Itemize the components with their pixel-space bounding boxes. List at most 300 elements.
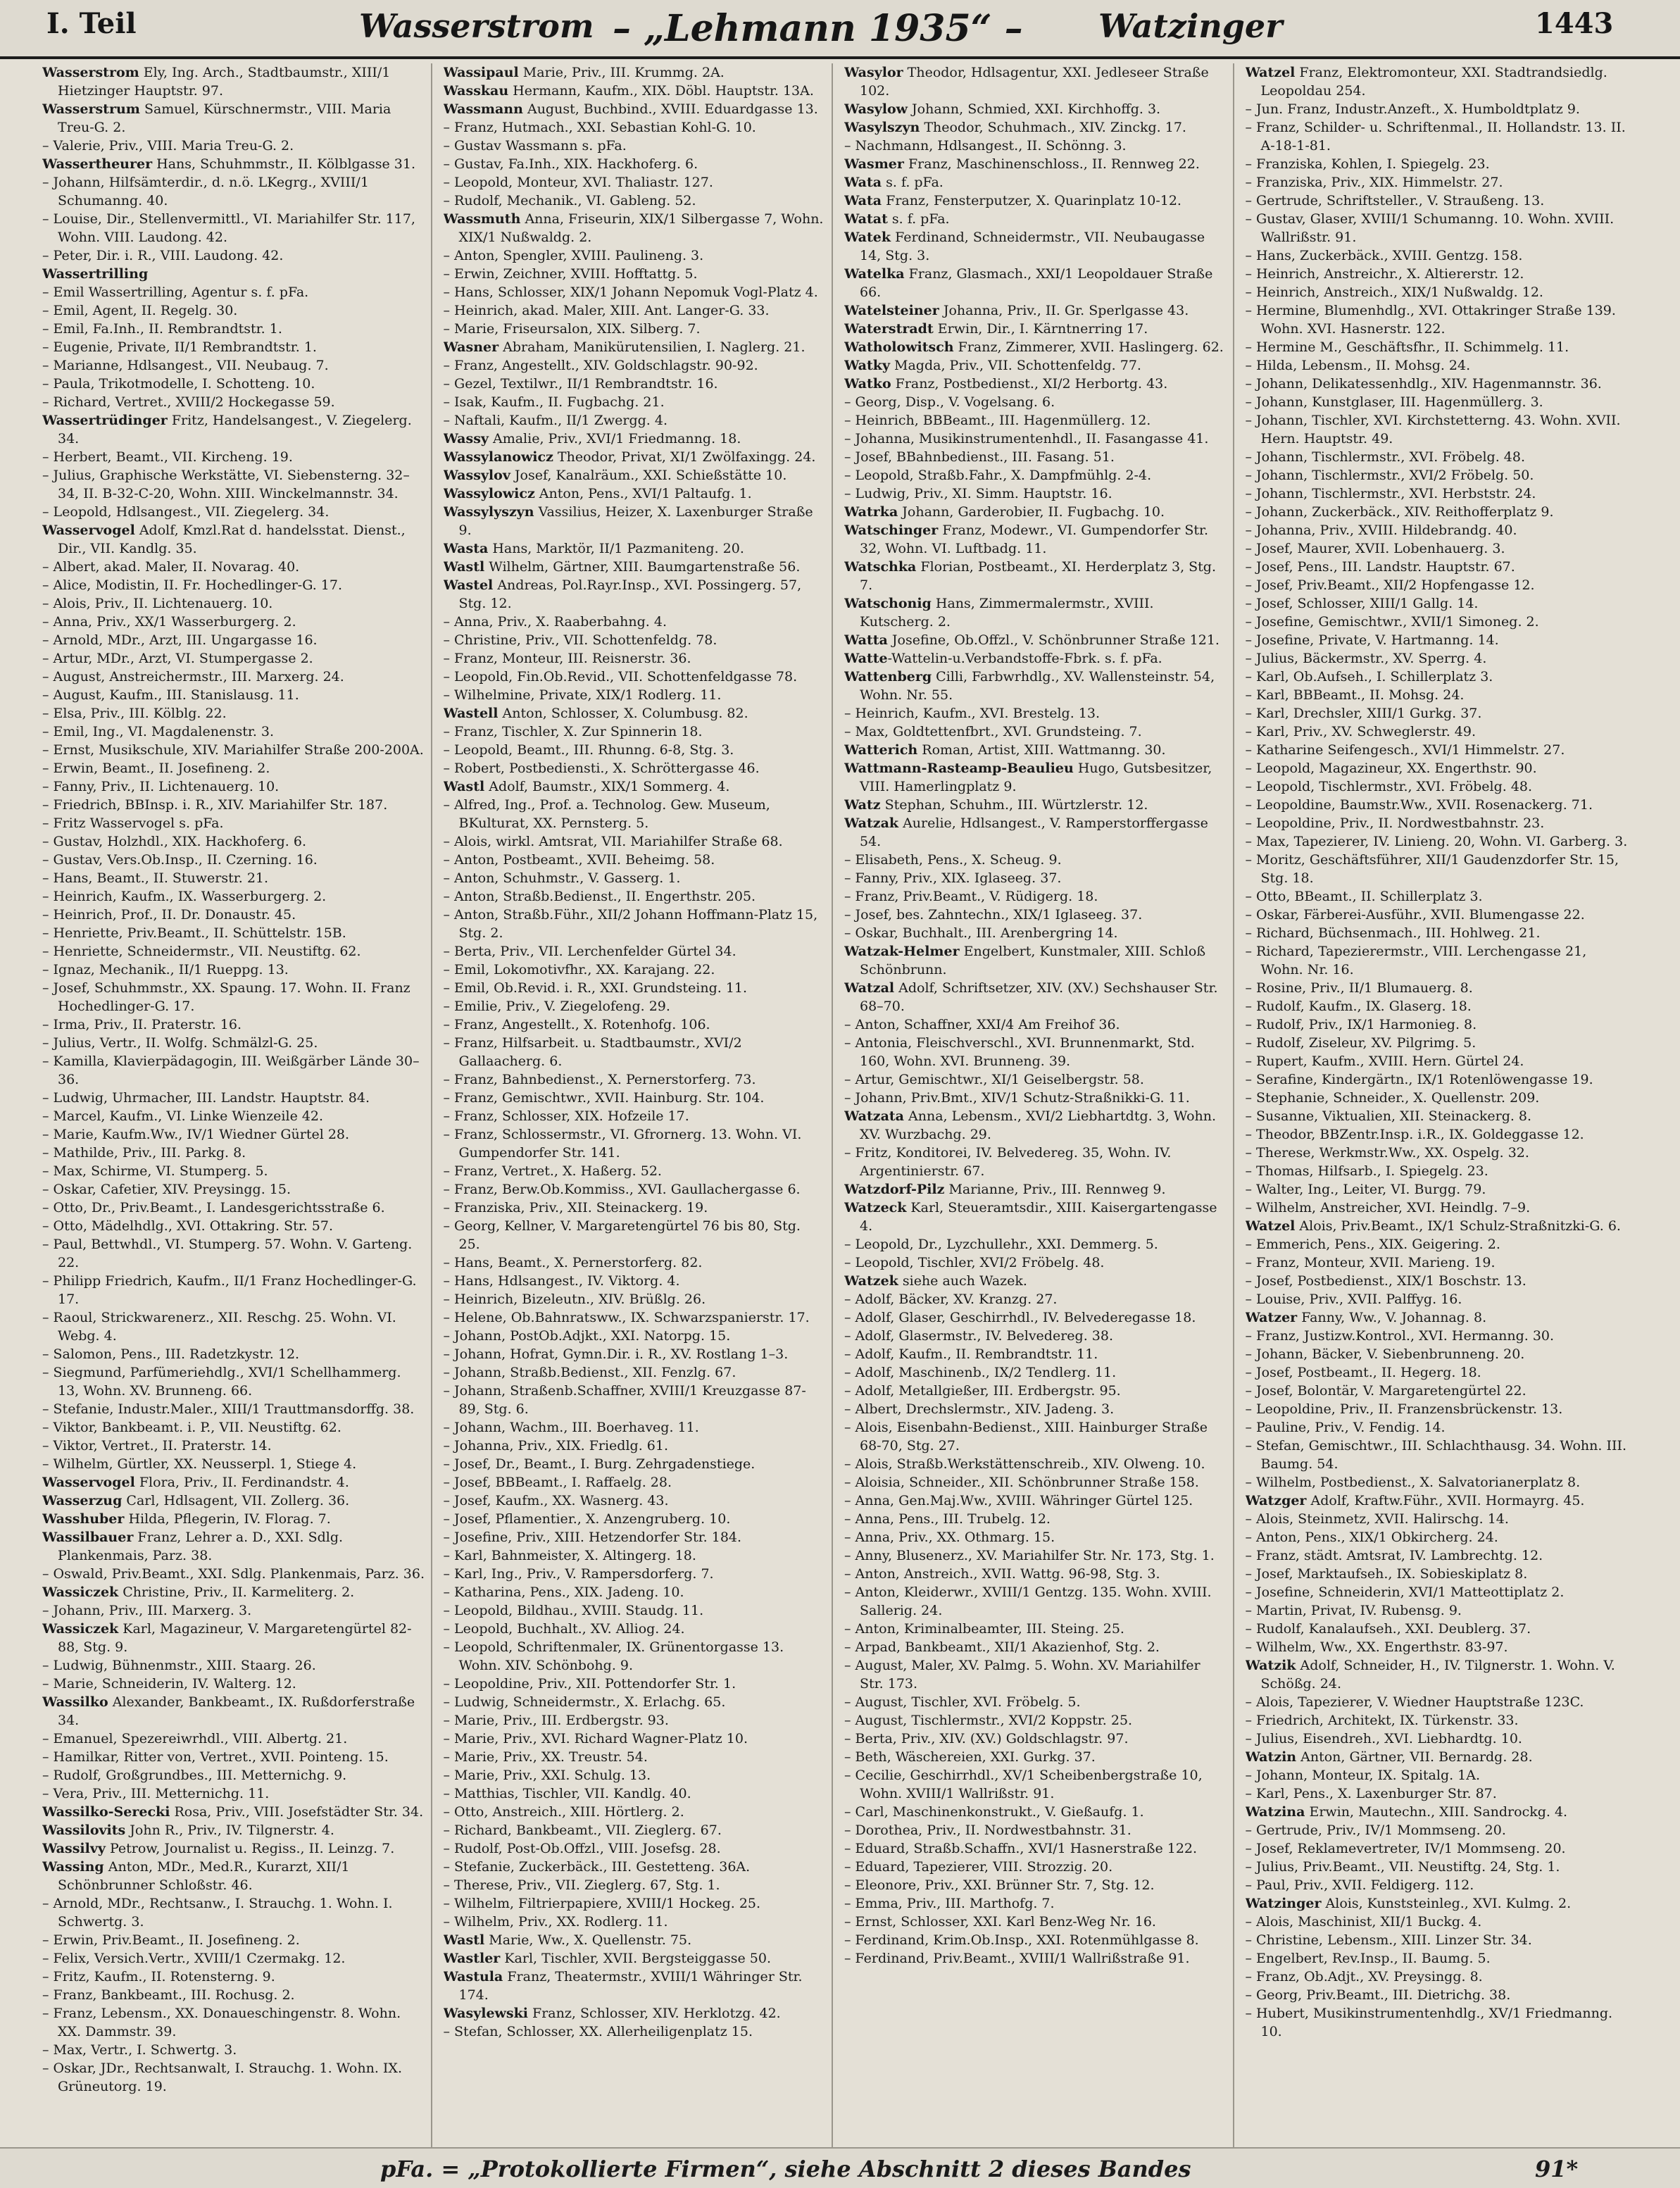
entry-surname: Watte bbox=[844, 651, 888, 666]
entry-details: – Karl, BBBeamt., II. Mohsg. 24. bbox=[1245, 687, 1465, 703]
entry-details: – Elisabeth, Pens., X. Scheug. 9. bbox=[844, 852, 1062, 868]
directory-entry bbox=[42, 668, 425, 686]
entry-details: Marie, Priv., III. Krummg. 2A. bbox=[518, 65, 725, 80]
directory-entry bbox=[42, 1839, 425, 1858]
directory-entry bbox=[1246, 777, 1629, 796]
directory-entry bbox=[844, 1254, 1227, 1272]
directory-entry bbox=[444, 1327, 827, 1345]
directory-entry bbox=[844, 1766, 1227, 1803]
entry-details: Hans, Zimmermalermstr., XVIII. Kutscherg. 2. bbox=[860, 596, 1154, 630]
directory-entry bbox=[844, 759, 1227, 796]
directory-entry bbox=[844, 448, 1227, 466]
entry-details: – Anton, Postbeamt., XVII. Beheimg. 58. bbox=[443, 852, 715, 868]
entry-details: Hans, Schuhmmstr., II. Kölblgasse 31. bbox=[152, 156, 416, 172]
entry-details: – Wilhelmine, Private, XIX/1 Rodlerg. 11. bbox=[443, 687, 722, 703]
directory-entry bbox=[844, 1492, 1227, 1510]
entry-details: – August, Maler, XV. Palmg. 5. Wohn. XV. Mariahilfer Str. 173. bbox=[844, 1658, 1201, 1692]
directory-entry bbox=[1246, 1217, 1629, 1235]
directory-entry bbox=[1246, 210, 1629, 246]
directory-entry bbox=[42, 1052, 425, 1089]
entry-details: – Hubert, Musikinstrumentenhdlg., XV/1 Friedmanng. 10. bbox=[1245, 2006, 1613, 2039]
directory-entry bbox=[844, 869, 1227, 887]
directory-entry bbox=[844, 430, 1227, 448]
entry-surname: Watzer bbox=[1245, 1310, 1298, 1325]
entry-details: – Felix, Versich.Vertr., XVIII/1 Czermakg. 12. bbox=[42, 1951, 346, 1966]
entry-details: – Johann, Monteur, IX. Spitalg. 1A. bbox=[1245, 1768, 1481, 1783]
entry-details: Franz, Theatermstr., XVIII/1 Währinger Str. 174. bbox=[458, 1969, 803, 2003]
directory-entry bbox=[42, 320, 425, 338]
directory-entry bbox=[1246, 1693, 1629, 1711]
directory-entry bbox=[844, 173, 1227, 192]
entry-details: – Oskar, Buchhalt., III. Arenbergring 14. bbox=[844, 925, 1118, 941]
directory-entry bbox=[444, 1565, 827, 1583]
directory-entry bbox=[1246, 283, 1629, 301]
directory-entry bbox=[1246, 1180, 1629, 1199]
entry-details: – Marie, Friseursalon, XIX. Silberg. 7. bbox=[443, 321, 701, 337]
entry-details: – Herbert, Beamt., VII. Kircheng. 19. bbox=[42, 449, 293, 465]
directory-entry bbox=[42, 1473, 425, 1492]
directory-entry bbox=[42, 1858, 425, 1894]
entry-details: – Peter, Dir. i. R., VIII. Laudong. 42. bbox=[42, 248, 284, 263]
directory-entry bbox=[1246, 887, 1629, 906]
directory-entry bbox=[844, 1308, 1227, 1327]
directory-entry bbox=[844, 668, 1227, 704]
entry-surname: Watzal bbox=[844, 980, 895, 996]
entry-details: – Johanna, Priv., XVIII. Hildebrandg. 40. bbox=[1245, 523, 1517, 538]
entry-details: – Georg, Priv.Beamt., III. Dietrichg. 38. bbox=[1245, 1987, 1511, 2003]
directory-entry bbox=[42, 887, 425, 906]
column-4 bbox=[1246, 63, 1634, 2148]
directory-entry bbox=[844, 320, 1227, 338]
directory-entry bbox=[444, 649, 827, 668]
directory-entry bbox=[844, 1144, 1227, 1180]
directory-entry bbox=[844, 1180, 1227, 1199]
entry-details: – Henriette, Schneidermstr., VII. Neustiftg. 62. bbox=[42, 944, 361, 959]
entry-details: – Julius, Priv.Beamt., VII. Neustiftg. 24, Stg. 1. bbox=[1245, 1859, 1560, 1875]
entry-details: – Franz, Vertret., X. Haßerg. 52. bbox=[443, 1163, 662, 1179]
entry-details: – Isak, Kaufm., II. Fugbachg. 21. bbox=[443, 394, 665, 410]
directory-entry bbox=[1246, 1748, 1629, 1766]
entry-details: – Julius, Eisendreh., XVI. Liebhardtg. 10. bbox=[1245, 1731, 1522, 1746]
directory-columns bbox=[42, 63, 1634, 2148]
entry-details: Theodor, Hdlsagentur, XXI. Jedleseer Straße 102. bbox=[860, 65, 1209, 99]
directory-entry bbox=[1246, 375, 1629, 393]
directory-entry bbox=[42, 777, 425, 796]
entry-details: – Adolf, Maschinenb., IX/2 Tendlerg. 11. bbox=[844, 1365, 1117, 1380]
directory-entry bbox=[444, 539, 827, 558]
entry-details: – Marie, Priv., XVI. Richard Wagner-Platz 10. bbox=[443, 1731, 748, 1746]
entry-details: – Gustav Wassmann s. pFa. bbox=[443, 138, 627, 154]
directory-entry bbox=[444, 100, 827, 118]
directory-entry bbox=[444, 613, 827, 631]
directory-entry bbox=[42, 1803, 425, 1821]
directory-entry bbox=[444, 1931, 827, 1949]
entry-details: – Nachmann, Hdlsangest., II. Schönng. 3. bbox=[844, 138, 1127, 154]
entry-surname: Waterstradt bbox=[844, 321, 934, 337]
entry-details: Erwin, Mautechn., XIII. Sandrockg. 4. bbox=[1305, 1804, 1568, 1820]
directory-entry bbox=[1246, 594, 1629, 613]
entry-details: – Therese, Werkmstr.Ww., XX. Ospelg. 32. bbox=[1245, 1145, 1529, 1161]
directory-entry bbox=[444, 1968, 827, 2004]
entry-details: – Max, Goldtettenfbrt., XVI. Grundsteing. 7. bbox=[844, 724, 1142, 739]
directory-entry bbox=[844, 594, 1227, 631]
entry-surname: Watzata bbox=[844, 1108, 904, 1124]
directory-entry bbox=[444, 1107, 827, 1125]
entry-details: – August, Tischlermstr., XVI/2 Koppstr. 25. bbox=[844, 1713, 1133, 1728]
entry-details: – Josef, bes. Zahntechn., XIX/1 Iglaseeg. 37. bbox=[844, 907, 1143, 923]
entry-details: Franz, Schlosser, XIV. Herklotzg. 42. bbox=[527, 2006, 781, 2021]
entry-details: Fritz, Handelsangest., V. Ziegelerg. 34. bbox=[58, 413, 412, 446]
entry-details: – Christine, Lebensm., XIII. Linzer Str. 34. bbox=[1245, 1932, 1532, 1948]
directory-entry bbox=[844, 210, 1227, 228]
entry-details: – Irma, Priv., II. Praterstr. 16. bbox=[42, 1017, 242, 1032]
directory-entry bbox=[444, 192, 827, 210]
directory-entry bbox=[42, 1199, 425, 1217]
directory-entry bbox=[42, 1272, 425, 1308]
entry-surname: Watterich bbox=[844, 742, 918, 758]
directory-entry bbox=[1246, 1363, 1629, 1382]
directory-entry bbox=[444, 1620, 827, 1638]
directory-entry bbox=[1246, 1199, 1629, 1217]
entry-surname: Wasskau bbox=[443, 83, 509, 99]
directory-entry bbox=[444, 832, 827, 851]
entry-surname: Wasmer bbox=[844, 156, 904, 172]
directory-entry bbox=[42, 1180, 425, 1199]
entry-details: – Leopold, Buchhalt., XV. Alliog. 24. bbox=[443, 1621, 685, 1637]
entry-details: – Therese, Priv., VII. Zieglerg. 67, Stg. 1. bbox=[443, 1877, 720, 1893]
directory-entry bbox=[444, 155, 827, 173]
entry-details: Christine, Priv., II. Karmeliterg. 2. bbox=[118, 1584, 355, 1600]
entry-details: – Leopold, Tischlermstr., XVI. Fröbelg. 48. bbox=[1245, 779, 1533, 794]
entry-details: – Martin, Privat, IV. Rubensg. 9. bbox=[1245, 1603, 1462, 1618]
entry-details: – Alois, Steinmetz, XVII. Halirschg. 14. bbox=[1245, 1511, 1509, 1527]
entry-details: Stephan, Schuhm., III. Würtzlerstr. 12. bbox=[880, 797, 1148, 813]
directory-entry bbox=[444, 1858, 827, 1876]
entry-surname: Watzak bbox=[844, 815, 899, 831]
entry-details: Marie, Ww., X. Quellenstr. 75. bbox=[484, 1932, 692, 1948]
directory-entry bbox=[42, 723, 425, 741]
directory-entry bbox=[444, 1217, 827, 1254]
directory-entry bbox=[844, 1034, 1227, 1070]
entry-surname: Wastula bbox=[443, 1969, 503, 1984]
directory-entry bbox=[444, 1254, 827, 1272]
entry-surname: Wasylewski bbox=[443, 2006, 528, 2021]
entry-details: – Max, Tapezierer, IV. Linieng. 20, Wohn. VI. Garberg. 3. bbox=[1245, 834, 1628, 849]
directory-entry bbox=[1246, 485, 1629, 503]
entry-details: – Hans, Hdlsangest., IV. Viktorg. 4. bbox=[443, 1273, 680, 1289]
directory-entry bbox=[1246, 1400, 1629, 1418]
column-2 bbox=[444, 63, 834, 2148]
entry-details: Anna, Friseurin, XIX/1 Silbergasse 7, Wohn. XIX/1 Nußwaldg. 2. bbox=[458, 211, 824, 245]
directory-entry bbox=[844, 1510, 1227, 1528]
entry-details: – Karl, Drechsler, XIII/1 Gurkg. 37. bbox=[1245, 706, 1482, 721]
entry-details: – Franz, Hilfsarbeit. u. Stadtbaumstr., XVI/2 Gallaacherg. 6. bbox=[443, 1035, 742, 1069]
directory-entry bbox=[444, 1199, 827, 1217]
entry-details: – Emil, Lokomotivfhr., XX. Karajang. 22. bbox=[443, 962, 715, 977]
entry-details: – Anton, Straßb.Führ., XII/2 Johann Hoffmann-Platz 15, Stg. 2. bbox=[443, 907, 818, 941]
directory-entry bbox=[42, 1583, 425, 1601]
entry-details: – Raoul, Strickwarenerz., XII. Reschg. 25. Wohn. VI. Webg. 4. bbox=[42, 1310, 396, 1344]
entry-details: – Marie, Kaufm.Ww., IV/1 Wiedner Gürtel 28. bbox=[42, 1127, 350, 1142]
entry-details: – Heinrich, Anstreichr., X. Altiererstr. 12. bbox=[1245, 266, 1524, 282]
entry-details: – Marcel, Kaufm., VI. Linke Wienzeile 42. bbox=[42, 1108, 324, 1124]
entry-details: Alexander, Bankbeamt., IX. Rußdorferstraße 34. bbox=[58, 1694, 415, 1728]
directory-entry bbox=[444, 869, 827, 887]
directory-entry bbox=[444, 430, 827, 448]
entry-details: – Wilhelm, Gürtler, XX. Neusserpl. 1, Stiege 4. bbox=[42, 1456, 357, 1472]
directory-entry bbox=[42, 1217, 425, 1235]
entry-details: Andreas, Pol.Rayr.Insp., XVI. Possingerg. 57, Stg. 12. bbox=[458, 577, 802, 611]
entry-details: – Johann, Tischlermstr., XVI. Herbststr. 24. bbox=[1245, 486, 1536, 501]
entry-details: siehe auch Wazek. bbox=[898, 1273, 1027, 1289]
entry-details: – Leopold, Straßb.Fahr., X. Dampfmühlg. 2-4. bbox=[844, 468, 1152, 483]
entry-details: – Josefine, Private, V. Hartmanng. 14. bbox=[1245, 632, 1499, 648]
directory-entry bbox=[42, 1620, 425, 1656]
directory-entry bbox=[1246, 192, 1629, 210]
entry-details: – Dorothea, Priv., II. Nordwestbahnstr. 31. bbox=[844, 1823, 1132, 1838]
entry-details: – Gertrude, Priv., IV/1 Mommseng. 20. bbox=[1245, 1823, 1506, 1838]
entry-details: – Antonia, Fleischverschl., XVI. Brunnenmarkt, Std. 160, Wohn. XVI. Brunneng. 39. bbox=[844, 1035, 1195, 1069]
directory-entry bbox=[1246, 246, 1629, 265]
entry-details: – Anna, Gen.Maj.Ww., XVIII. Währinger Gürtel 125. bbox=[844, 1493, 1193, 1508]
entry-details: – Susanne, Viktualien, XII. Steinackerg. 8. bbox=[1245, 1108, 1532, 1124]
entry-details: – Stefan, Schlosser, XX. Allerheiligenplatz 15. bbox=[443, 2024, 753, 2039]
directory-entry bbox=[444, 173, 827, 192]
directory-entry bbox=[444, 1308, 827, 1327]
entry-surname: Watz bbox=[844, 797, 881, 813]
directory-entry bbox=[42, 1089, 425, 1107]
entry-details: Magda, Priv., VII. Schottenfeldg. 77. bbox=[889, 358, 1141, 373]
directory-entry bbox=[1246, 2004, 1629, 2041]
directory-entry bbox=[444, 1748, 827, 1766]
directory-entry bbox=[444, 1437, 827, 1455]
entry-details: – Theodor, BBZentr.Insp. i.R., IX. Goldeggasse 12. bbox=[1245, 1127, 1584, 1142]
directory-entry bbox=[844, 375, 1227, 393]
directory-entry bbox=[844, 1382, 1227, 1400]
entry-details: – Kamilla, Klavierpädagogin, III. Weißgärber Lände 30–36. bbox=[42, 1054, 420, 1087]
entry-details: – Hamilkar, Ritter von, Vertret., XVII. Pointeng. 15. bbox=[42, 1749, 389, 1765]
entry-details: – Wilhelm, Postbedienst., X. Salvatorianerplatz 8. bbox=[1245, 1475, 1581, 1490]
entry-details: – Arpad, Bankbeamt., XII/1 Akazienhof, Stg. 2. bbox=[844, 1639, 1160, 1655]
directory-entry bbox=[42, 338, 425, 356]
footer-page-ref: 91* bbox=[1535, 2156, 1579, 2182]
entry-details: – Anton, Schuhmstr., V. Gasserg. 1. bbox=[443, 870, 681, 886]
directory-entry bbox=[444, 246, 827, 265]
directory-entry bbox=[444, 851, 827, 869]
entry-details: – Emilie, Priv., V. Ziegelofeng. 29. bbox=[443, 999, 670, 1014]
directory-entry bbox=[1246, 576, 1629, 594]
entry-details: – Josef, Postbedienst., XIX/1 Boschstr. 13. bbox=[1245, 1273, 1527, 1289]
directory-entry bbox=[1246, 1656, 1629, 1693]
entry-details: – Cecilie, Geschirrhdl., XV/1 Scheibenbergstraße 10, Wohn. XVIII/1 Wallrißstr. 91. bbox=[844, 1768, 1203, 1801]
directory-entry bbox=[1246, 118, 1629, 155]
entry-details: – Leopold, Monteur, XVI. Thaliastr. 127. bbox=[443, 175, 713, 190]
page-footer bbox=[0, 2147, 1680, 2188]
entry-details: – Franz, Berw.Ob.Kommiss., XVI. Gaullachergasse 6. bbox=[443, 1182, 801, 1197]
entry-details: – Alois, Priv., II. Lichtenauerg. 10. bbox=[42, 596, 273, 611]
directory-entry bbox=[844, 851, 1227, 869]
entry-details: – Max, Schirme, VI. Stumperg. 5. bbox=[42, 1163, 268, 1179]
directory-entry bbox=[1246, 63, 1629, 100]
directory-entry bbox=[444, 1711, 827, 1730]
directory-entry bbox=[844, 411, 1227, 430]
entry-details: Ely, Ing. Arch., Stadtbaumstr., XIII/1 Hietzinger Hauptstr. 97. bbox=[58, 65, 391, 99]
part-label: I. Teil bbox=[46, 7, 137, 40]
entry-details: – Emmerich, Pens., XIX. Geigering. 2. bbox=[1245, 1237, 1500, 1252]
directory-entry bbox=[42, 246, 425, 265]
entry-details: – Ernst, Schlosser, XXI. Karl Benz-Weg Nr. 16. bbox=[844, 1914, 1156, 1930]
entry-details: – Josefine, Gemischtwr., XVII/1 Simoneg. 2. bbox=[1245, 614, 1539, 630]
directory-entry bbox=[444, 137, 827, 155]
directory-entry bbox=[844, 1089, 1227, 1107]
directory-entry bbox=[844, 1913, 1227, 1931]
directory-entry bbox=[844, 301, 1227, 320]
entry-details: – Serafine, Kindergärtn., IX/1 Rotenlöwengasse 19. bbox=[1245, 1072, 1593, 1087]
entry-details: – Anton, Anstreich., XVII. Wattg. 96-98, Stg. 3. bbox=[844, 1566, 1160, 1582]
entry-details: – Johann, Straßenb.Schaffner, XVIII/1 Kreuzgasse 87-89, Stg. 6. bbox=[443, 1383, 806, 1417]
entry-surname: Wassy bbox=[443, 431, 489, 446]
entry-details: – Emil, Ob.Revid. i. R., XXI. Grundsteing. 11. bbox=[443, 980, 748, 996]
entry-details: – Franz, Schlossermstr., VI. Gfrornerg. 13. Wohn. VI. Gumpendorfer Str. 141. bbox=[443, 1127, 802, 1161]
directory-entry bbox=[844, 1803, 1227, 1821]
entry-details: Engelbert, Kunstmaler, XIII. Schloß Schönbrunn. bbox=[860, 944, 1206, 977]
entry-details: – Franz, städt. Amtsrat, IV. Lambrechtg. 12. bbox=[1245, 1548, 1543, 1563]
entry-details: Samuel, Kürschnermstr., VIII. Maria Treu-G. 2. bbox=[58, 101, 391, 135]
directory-entry bbox=[1246, 539, 1629, 558]
directory-entry bbox=[844, 1107, 1227, 1144]
entry-details: Anton, MDr., Med.R., Kurarzt, XII/1 Schönbrunner Schloßstr. 46. bbox=[58, 1859, 350, 1893]
entry-details: – Johann, Hilfsämterdir., d. n.ö. LKegrg., XVIII/1 Schumanng. 40. bbox=[42, 175, 369, 208]
directory-entry bbox=[42, 924, 425, 942]
entry-details: Florian, Postbeamt., XI. Herderplatz 3, Stg. 7. bbox=[860, 559, 1216, 593]
entry-details: Theodor, Schuhmach., XIV. Zinckg. 17. bbox=[920, 120, 1186, 135]
directory-entry bbox=[844, 100, 1227, 118]
entry-surname: Wassylyszyn bbox=[443, 504, 534, 520]
entry-details: – Eugenie, Private, II/1 Rembrandtstr. 1. bbox=[42, 339, 317, 355]
entry-surname: Watek bbox=[844, 230, 891, 245]
entry-details: – Hermine, Blumenhdlg., XVI. Ottakringer Straße 139. Wohn. XVI. Hasnerstr. 122. bbox=[1245, 303, 1616, 337]
entry-details: – Oskar, Färberei-Ausführ., XVII. Blumengasse 22. bbox=[1245, 907, 1585, 923]
entry-surname: Wassiczek bbox=[42, 1621, 119, 1637]
entry-details: – Franziska, Priv., XII. Steinackerg. 19. bbox=[443, 1200, 708, 1215]
entry-details: – Marianne, Hdlsangest., VII. Neubaug. 7. bbox=[42, 358, 329, 373]
directory-entry bbox=[444, 338, 827, 356]
entry-details: Hilda, Pflegerin, IV. Florag. 7. bbox=[124, 1511, 331, 1527]
entry-details: – Carl, Maschinenkonstrukt., V. Gießaufg. 1. bbox=[844, 1804, 1144, 1820]
directory-entry bbox=[444, 942, 827, 961]
entry-details: -Wattelin-u.Verbandstoffe-Fbrk. s. f. pFa. bbox=[887, 651, 1162, 666]
entry-details: – Eleonore, Priv., XXI. Brünner Str. 7, Stg. 12. bbox=[844, 1877, 1155, 1893]
entry-details: – Leopold, Hdlsangest., VII. Ziegelerg. 34. bbox=[42, 504, 330, 520]
directory-entry bbox=[42, 411, 425, 448]
entry-details: – Franz, Monteur, III. Reisnerstr. 36. bbox=[443, 651, 691, 666]
directory-entry bbox=[1246, 1308, 1629, 1327]
entry-details: – Ignaz, Mechanik., II/1 Rueppg. 13. bbox=[42, 962, 289, 977]
directory-entry bbox=[1246, 1437, 1629, 1473]
directory-entry bbox=[844, 649, 1227, 668]
entry-details: Theodor, Privat, XI/1 Zwölfaxingg. 24. bbox=[553, 449, 816, 465]
entry-details: – Emil, Fa.Inh., II. Rembrandtstr. 1. bbox=[42, 321, 282, 337]
entry-details: – Emil, Ing., VI. Magdalenenstr. 3. bbox=[42, 724, 275, 739]
directory-entry bbox=[844, 1272, 1227, 1290]
directory-entry bbox=[444, 1510, 827, 1528]
directory-entry bbox=[42, 1931, 425, 1949]
entry-details: Erwin, Dir., I. Kärntnerring 17. bbox=[933, 321, 1148, 337]
entry-details: – Arnold, MDr., Rechtsanw., I. Strauchg. 1. Wohn. I. Schwertg. 3. bbox=[42, 1896, 393, 1930]
entry-surname: Wasylor bbox=[844, 65, 903, 80]
entry-details: – Friedrich, BBInsp. i. R., XIV. Mariahilfer Str. 187. bbox=[42, 797, 388, 813]
entry-surname: Wassilovits bbox=[42, 1823, 126, 1838]
entry-details: – Albert, akad. Maler, II. Novarag. 40. bbox=[42, 559, 300, 575]
directory-entry bbox=[42, 1784, 425, 1803]
directory-entry bbox=[844, 1400, 1227, 1418]
directory-entry bbox=[444, 301, 827, 320]
directory-entry bbox=[1246, 997, 1629, 1015]
directory-entry bbox=[1246, 411, 1629, 448]
entry-details: – Heinrich, Bizeleutn., XIV. Brüßlg. 26. bbox=[443, 1292, 706, 1307]
entry-surname: Wastl bbox=[443, 1932, 485, 1948]
entry-details: – Georg, Kellner, V. Margaretengürtel 76 bis 80, Stg. 25. bbox=[443, 1218, 801, 1252]
directory-entry bbox=[1246, 1711, 1629, 1730]
entry-details: – Leopold, Tischler, XVI/2 Fröbelg. 48. bbox=[844, 1255, 1105, 1270]
entry-details: Rosa, Priv., VIII. Josefstädter Str. 34. bbox=[170, 1804, 424, 1820]
directory-entry bbox=[42, 1565, 425, 1583]
entry-details: – Valerie, Priv., VIII. Maria Treu-G. 2. bbox=[42, 138, 294, 154]
entry-surname: Wata bbox=[844, 193, 882, 208]
entry-details: – Josef, Postbeamt., II. Hegerg. 18. bbox=[1245, 1365, 1481, 1380]
entry-details: – Franz, Gemischtwr., XVII. Hainburg. Str. 104. bbox=[443, 1090, 765, 1106]
entry-details: – Salomon, Pens., III. Radetzkystr. 12. bbox=[42, 1346, 300, 1362]
directory-entry bbox=[42, 1400, 425, 1418]
directory-entry bbox=[444, 1876, 827, 1894]
directory-entry bbox=[444, 393, 827, 411]
entry-details: – Eduard, Tapezierer, VIII. Strozzig. 20. bbox=[844, 1859, 1113, 1875]
entry-surname: Wassilvy bbox=[42, 1841, 106, 1856]
directory-entry bbox=[42, 1235, 425, 1272]
entry-details: – Engelbert, Rev.Insp., II. Baumg. 5. bbox=[1245, 1951, 1491, 1966]
entry-surname: Wassilko bbox=[42, 1694, 108, 1710]
directory-entry bbox=[42, 1363, 425, 1400]
directory-entry bbox=[444, 723, 827, 741]
directory-entry bbox=[1246, 265, 1629, 283]
entry-details: – Pauline, Priv., V. Fendig. 14. bbox=[1245, 1420, 1446, 1435]
directory-entry bbox=[1246, 631, 1629, 649]
entry-details: Anna, Lebensm., XVI/2 Liebhartdtg. 3, Wohn. XV. Wurzbachg. 29. bbox=[860, 1108, 1217, 1142]
directory-entry bbox=[844, 356, 1227, 375]
entry-details: – Georg, Disp., V. Vogelsang. 6. bbox=[844, 394, 1055, 410]
entry-surname: Watzel bbox=[1245, 65, 1296, 80]
directory-entry bbox=[444, 1784, 827, 1803]
directory-entry bbox=[1246, 1583, 1629, 1601]
directory-entry bbox=[1246, 1766, 1629, 1784]
directory-entry bbox=[444, 1675, 827, 1693]
entry-details: – Richard, Bankbeamt., VII. Zieglerg. 67. bbox=[443, 1823, 722, 1838]
entry-details: – Johann, Kunstglaser, III. Hagenmüllerg. 3. bbox=[1245, 394, 1543, 410]
entry-details: – Louise, Priv., XVII. Palffyg. 16. bbox=[1245, 1292, 1462, 1307]
directory-entry bbox=[1246, 1730, 1629, 1748]
entry-details: John R., Priv., IV. Tilgnerstr. 4. bbox=[125, 1823, 334, 1838]
directory-entry bbox=[444, 558, 827, 576]
entry-details: – Adolf, Glaser, Geschirrhdl., IV. Belvederegasse 18. bbox=[844, 1310, 1196, 1325]
entry-details: – Heinrich, BBBeamt., III. Hagenmüllerg. 12. bbox=[844, 413, 1151, 428]
entry-details: Abraham, Manikürutensilien, I. Naglerg. 21. bbox=[499, 339, 805, 355]
directory-entry bbox=[42, 1144, 425, 1162]
entry-details: – August, Anstreichermstr., III. Marxerg. 24. bbox=[42, 669, 344, 684]
entry-details: – Fanny, Priv., XIX. Iglaseeg. 37. bbox=[844, 870, 1062, 886]
directory-entry bbox=[42, 1510, 425, 1528]
directory-entry bbox=[1246, 1492, 1629, 1510]
entry-details: – Anton, Kleiderwr., XVIII/1 Gentzg. 135. Wohn. XVIII. Sallerig. 24. bbox=[844, 1584, 1212, 1618]
